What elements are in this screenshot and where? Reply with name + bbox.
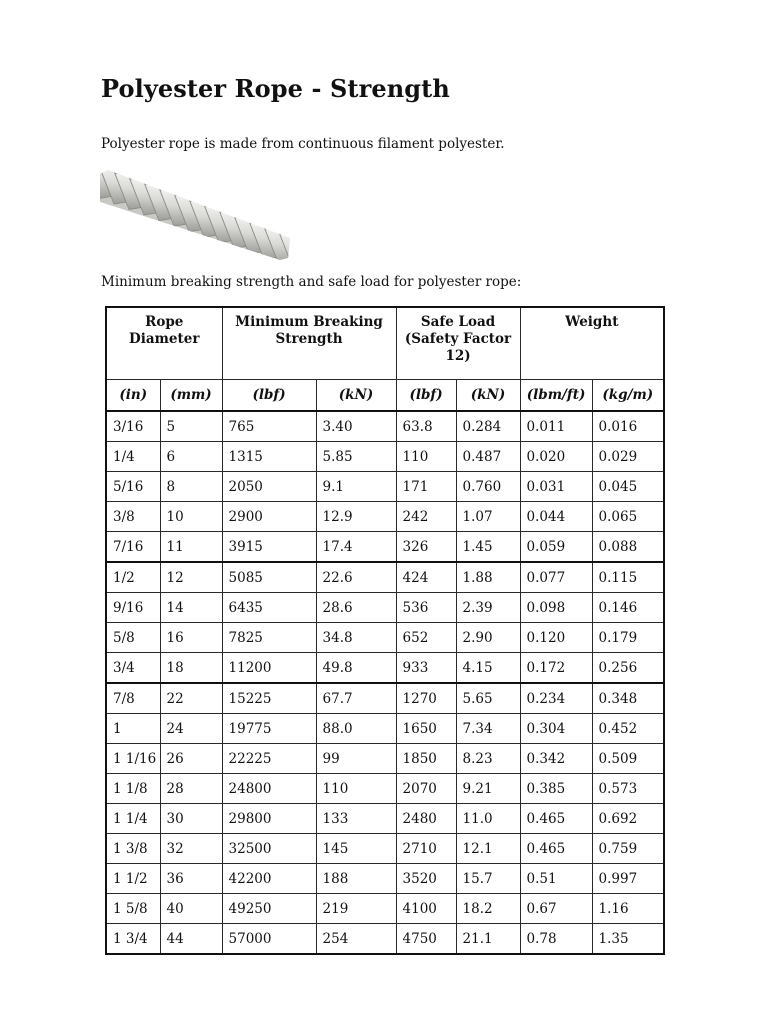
cell-lbm-ft: 0.120	[520, 623, 592, 653]
cell-lbm-ft: 0.51	[520, 864, 592, 894]
cell-mm: 5	[160, 411, 222, 442]
header-weight: Weight	[520, 307, 664, 380]
header-rope-diameter: Rope Diameter	[106, 307, 222, 380]
cell-lbm-ft: 0.098	[520, 593, 592, 623]
cell-load-kn: 1.88	[456, 562, 520, 593]
cell-lbf: 3915	[222, 532, 316, 563]
cell-lbm-ft: 0.304	[520, 714, 592, 744]
cell-load-lbf: 424	[396, 562, 456, 593]
cell-kg-m: 0.509	[592, 744, 664, 774]
cell-load-kn: 5.65	[456, 683, 520, 714]
table-row	[106, 683, 664, 714]
table-row	[106, 744, 664, 774]
cell-kn: 28.6	[316, 593, 396, 623]
table-row	[106, 924, 664, 955]
cell-in: 3/8	[106, 502, 160, 532]
cell-in: 1 3/4	[106, 924, 160, 955]
cell-kg-m: 0.115	[592, 562, 664, 593]
table-row	[106, 593, 664, 623]
cell-kn: 88.0	[316, 714, 396, 744]
cell-kn: 3.40	[316, 411, 396, 442]
cell-kn: 145	[316, 834, 396, 864]
cell-in: 1/4	[106, 442, 160, 472]
cell-load-lbf: 2710	[396, 834, 456, 864]
cell-load-lbf: 63.8	[396, 411, 456, 442]
cell-kn: 34.8	[316, 623, 396, 653]
cell-kg-m: 0.573	[592, 774, 664, 804]
cell-load-lbf: 242	[396, 502, 456, 532]
cell-lbf: 19775	[222, 714, 316, 744]
unit-kn-load: (kN)	[456, 380, 520, 412]
table-row	[106, 864, 664, 894]
cell-mm: 10	[160, 502, 222, 532]
cell-load-lbf: 4750	[396, 924, 456, 955]
cell-lbf: 11200	[222, 653, 316, 684]
table-row	[106, 774, 664, 804]
cell-mm: 40	[160, 894, 222, 924]
cell-lbf: 5085	[222, 562, 316, 593]
table-row	[106, 714, 664, 744]
cell-load-kn: 15.7	[456, 864, 520, 894]
cell-lbm-ft: 0.011	[520, 411, 592, 442]
cell-load-kn: 2.90	[456, 623, 520, 653]
cell-in: 5/8	[106, 623, 160, 653]
cell-kn: 133	[316, 804, 396, 834]
cell-lbf: 6435	[222, 593, 316, 623]
table-row	[106, 562, 664, 593]
cell-load-kn: 0.760	[456, 472, 520, 502]
cell-in: 1 1/2	[106, 864, 160, 894]
cell-kg-m: 0.146	[592, 593, 664, 623]
cell-in: 1 1/16	[106, 744, 160, 774]
table-caption: Minimum breaking strength and safe load for polyester rope:	[101, 274, 522, 290]
cell-in: 1	[106, 714, 160, 744]
cell-in: 3/4	[106, 653, 160, 684]
unit-kg-m: (kg/m)	[592, 380, 664, 412]
cell-kg-m: 0.997	[592, 864, 664, 894]
cell-load-lbf: 2480	[396, 804, 456, 834]
cell-lbm-ft: 0.465	[520, 804, 592, 834]
cell-load-kn: 0.487	[456, 442, 520, 472]
header-group-row	[106, 307, 664, 380]
cell-in: 3/16	[106, 411, 160, 442]
header-min-breaking-strength: Minimum Breaking Strength	[222, 307, 396, 380]
cell-load-kn: 12.1	[456, 834, 520, 864]
cell-lbm-ft: 0.234	[520, 683, 592, 714]
table-row	[106, 834, 664, 864]
cell-in: 1 5/8	[106, 894, 160, 924]
cell-load-lbf: 652	[396, 623, 456, 653]
cell-mm: 6	[160, 442, 222, 472]
cell-lbf: 32500	[222, 834, 316, 864]
cell-in: 1 3/8	[106, 834, 160, 864]
cell-mm: 11	[160, 532, 222, 563]
cell-in: 7/8	[106, 683, 160, 714]
cell-load-lbf: 1850	[396, 744, 456, 774]
cell-kg-m: 0.179	[592, 623, 664, 653]
cell-load-lbf: 536	[396, 593, 456, 623]
cell-load-kn: 4.15	[456, 653, 520, 684]
cell-lbf: 15225	[222, 683, 316, 714]
table-row	[106, 653, 664, 684]
cell-kn: 9.1	[316, 472, 396, 502]
table-row	[106, 472, 664, 502]
cell-load-lbf: 1270	[396, 683, 456, 714]
cell-lbm-ft: 0.465	[520, 834, 592, 864]
unit-lbf-strength: (lbf)	[222, 380, 316, 412]
unit-in: (in)	[106, 380, 160, 412]
cell-kg-m: 0.692	[592, 804, 664, 834]
cell-kg-m: 0.348	[592, 683, 664, 714]
cell-lbm-ft: 0.67	[520, 894, 592, 924]
cell-mm: 26	[160, 744, 222, 774]
cell-kn: 254	[316, 924, 396, 955]
cell-mm: 44	[160, 924, 222, 955]
unit-lbm-ft: (lbm/ft)	[520, 380, 592, 412]
cell-kn: 188	[316, 864, 396, 894]
unit-lbf-load: (lbf)	[396, 380, 456, 412]
header-units-row	[106, 380, 664, 412]
cell-load-kn: 7.34	[456, 714, 520, 744]
cell-lbf: 49250	[222, 894, 316, 924]
cell-kg-m: 0.029	[592, 442, 664, 472]
cell-load-kn: 1.07	[456, 502, 520, 532]
header-safe-load: Safe Load (Safety Factor 12)	[396, 307, 520, 380]
cell-kn: 17.4	[316, 532, 396, 563]
cell-in: 7/16	[106, 532, 160, 563]
cell-mm: 36	[160, 864, 222, 894]
cell-mm: 28	[160, 774, 222, 804]
cell-load-lbf: 4100	[396, 894, 456, 924]
cell-lbm-ft: 0.059	[520, 532, 592, 563]
cell-lbf: 2900	[222, 502, 316, 532]
cell-mm: 14	[160, 593, 222, 623]
cell-kn: 219	[316, 894, 396, 924]
cell-load-lbf: 2070	[396, 774, 456, 804]
cell-lbm-ft: 0.031	[520, 472, 592, 502]
table-row	[106, 442, 664, 472]
cell-load-kn: 1.45	[456, 532, 520, 563]
cell-mm: 32	[160, 834, 222, 864]
cell-lbf: 765	[222, 411, 316, 442]
cell-in: 5/16	[106, 472, 160, 502]
cell-kn: 67.7	[316, 683, 396, 714]
cell-load-lbf: 171	[396, 472, 456, 502]
unit-mm: (mm)	[160, 380, 222, 412]
cell-kn: 5.85	[316, 442, 396, 472]
cell-mm: 24	[160, 714, 222, 744]
cell-lbm-ft: 0.044	[520, 502, 592, 532]
cell-lbf: 24800	[222, 774, 316, 804]
cell-load-kn: 0.284	[456, 411, 520, 442]
table-row	[106, 502, 664, 532]
cell-mm: 12	[160, 562, 222, 593]
rope-strength-table	[105, 306, 665, 955]
cell-mm: 18	[160, 653, 222, 684]
cell-load-kn: 9.21	[456, 774, 520, 804]
cell-in: 1 1/4	[106, 804, 160, 834]
cell-kg-m: 0.065	[592, 502, 664, 532]
cell-kg-m: 0.045	[592, 472, 664, 502]
cell-kn: 49.8	[316, 653, 396, 684]
cell-mm: 30	[160, 804, 222, 834]
cell-in: 1 1/8	[106, 774, 160, 804]
cell-lbf: 2050	[222, 472, 316, 502]
cell-in: 9/16	[106, 593, 160, 623]
cell-load-kn: 2.39	[456, 593, 520, 623]
cell-kg-m: 0.452	[592, 714, 664, 744]
cell-lbm-ft: 0.172	[520, 653, 592, 684]
cell-kg-m: 0.016	[592, 411, 664, 442]
cell-kg-m: 0.088	[592, 532, 664, 563]
rope-image	[100, 168, 290, 260]
cell-load-lbf: 326	[396, 532, 456, 563]
unit-kn-strength: (kN)	[316, 380, 396, 412]
cell-kn: 110	[316, 774, 396, 804]
cell-mm: 22	[160, 683, 222, 714]
cell-load-kn: 18.2	[456, 894, 520, 924]
cell-in: 1/2	[106, 562, 160, 593]
table-row	[106, 894, 664, 924]
cell-kn: 22.6	[316, 562, 396, 593]
cell-lbf: 22225	[222, 744, 316, 774]
table-row	[106, 411, 664, 442]
cell-lbf: 29800	[222, 804, 316, 834]
cell-mm: 8	[160, 472, 222, 502]
cell-lbm-ft: 0.020	[520, 442, 592, 472]
cell-kg-m: 0.759	[592, 834, 664, 864]
table-row	[106, 623, 664, 653]
cell-lbf: 57000	[222, 924, 316, 955]
cell-mm: 16	[160, 623, 222, 653]
cell-load-lbf: 1650	[396, 714, 456, 744]
cell-kg-m: 1.35	[592, 924, 664, 955]
cell-kg-m: 1.16	[592, 894, 664, 924]
cell-lbm-ft: 0.077	[520, 562, 592, 593]
intro-paragraph: Polyester rope is made from continuous filament polyester.	[101, 136, 505, 152]
cell-load-kn: 8.23	[456, 744, 520, 774]
cell-kn: 12.9	[316, 502, 396, 532]
table-row	[106, 804, 664, 834]
cell-load-lbf: 3520	[396, 864, 456, 894]
cell-lbf: 1315	[222, 442, 316, 472]
cell-load-lbf: 110	[396, 442, 456, 472]
cell-load-kn: 11.0	[456, 804, 520, 834]
table-row	[106, 532, 664, 563]
cell-lbm-ft: 0.342	[520, 744, 592, 774]
cell-lbm-ft: 0.385	[520, 774, 592, 804]
cell-lbm-ft: 0.78	[520, 924, 592, 955]
cell-kg-m: 0.256	[592, 653, 664, 684]
cell-kn: 99	[316, 744, 396, 774]
cell-lbf: 42200	[222, 864, 316, 894]
page-title: Polyester Rope - Strength	[101, 74, 450, 103]
cell-lbf: 7825	[222, 623, 316, 653]
cell-load-lbf: 933	[396, 653, 456, 684]
cell-load-kn: 21.1	[456, 924, 520, 955]
